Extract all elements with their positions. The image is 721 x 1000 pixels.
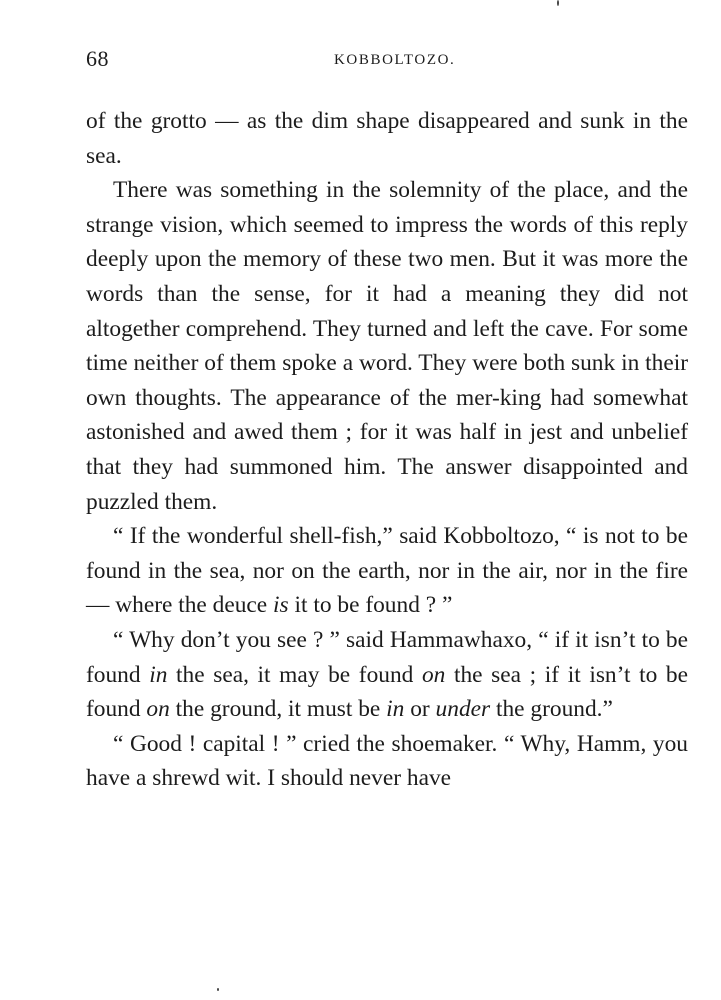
text-run: “ Good ! capital ! ” cried the shoemaker. “ Why, Hamm, you have a shrewd wit. I should never have bbox=[86, 730, 688, 792]
text-run: “ Why don’t you see ? ” said Hammawhaxo, “ if it isn’t to be found bbox=[86, 626, 688, 688]
paragraph bbox=[86, 519, 688, 623]
page-header bbox=[86, 46, 686, 76]
italic-text: in bbox=[386, 696, 405, 723]
body-text bbox=[86, 104, 688, 796]
text-run: of the grotto — as the dim shape disappeared and sunk in the sea. bbox=[86, 108, 688, 169]
paragraph bbox=[86, 173, 688, 519]
italic-text: on bbox=[146, 696, 170, 723]
text-run: or bbox=[404, 696, 436, 723]
text-run: the ground.” bbox=[490, 696, 613, 723]
text-run: “ If the wonderful shell-fish,” said Kobboltozo, “ is not to be found in the sea, nor on the earth, nor in the air, nor in the fire — where the deuce bbox=[86, 523, 688, 619]
ink-speck bbox=[217, 988, 219, 991]
page-number: 68 bbox=[86, 46, 109, 71]
italic-text: is bbox=[273, 592, 289, 619]
text-run: the sea, it may be found bbox=[167, 661, 422, 688]
text-run: it to be found ? ” bbox=[288, 592, 453, 619]
paragraph bbox=[86, 104, 688, 173]
text-run: the ground, it must be bbox=[169, 696, 387, 723]
text-run: There was something in the solemnity of the place, and the strange vision, which seemed to impress the words of this reply deeply upon the memory of these two men. But it was more the words than the sense, for it had a meaning they did not altogether comprehend. They turned and left the cave. For some time neither of them spoke a word. They were both sunk in their own thoughts. The appearance of the mer-king had somewhat astonished and awed them ; for it was half in jest and unbelief that they had summoned him. The answer disappointed and puzzled them. bbox=[86, 177, 688, 515]
ink-speck bbox=[557, 0, 559, 6]
italic-text: under bbox=[435, 696, 491, 723]
running-title: KOBBOLTOZO. bbox=[334, 52, 456, 68]
text-run: the sea ; if it isn’t to be found bbox=[86, 661, 688, 723]
italic-text: on bbox=[421, 661, 446, 688]
paragraph bbox=[86, 623, 688, 727]
paragraph bbox=[86, 727, 688, 796]
italic-text: in bbox=[149, 661, 168, 688]
